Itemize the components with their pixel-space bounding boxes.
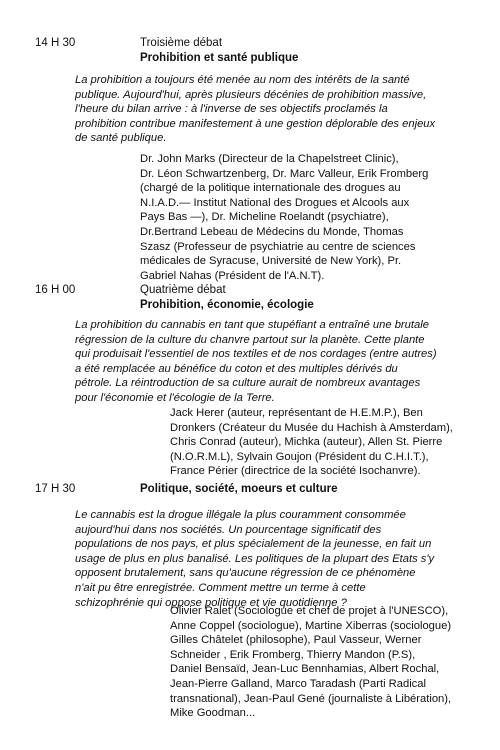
speaker-line: Chris Conrad (auteur), Michka (auteur), Allen St. Pierre — [170, 436, 443, 449]
session-kicker: Troisième débat — [140, 37, 223, 49]
session-header — [140, 482, 470, 497]
speaker-line: médicales de Syracuse, Université de New York), Pr. — [140, 255, 402, 268]
intro-line: l'heure du bilan arrive : à l'inverse de ses objectifs proclamés la — [75, 103, 388, 116]
speaker-line: Dronkers (Créateur du Musée du Hachish à Amsterdam), — [170, 421, 453, 434]
speaker-line: Dr. John Marks (Directeur de la Chapelstreet Clinic), — [140, 153, 399, 165]
intro-line: schizophrénie qui oppose politique et vie quotidienne ? — [75, 596, 347, 609]
speaker-line: (chargé de la politique internationale des drogues au — [140, 182, 401, 195]
session-kicker: Quatrième débat — [140, 284, 226, 296]
intro-line: publique. Aujourd'hui, après plusieurs décénies de prohibition massive, — [75, 88, 427, 101]
session-title: Prohibition et santé publique — [140, 52, 299, 64]
speaker-line: (N.O.R.M.L), Sylvain Goujon (Président du C.H.I.T.), — [170, 450, 429, 463]
intro-line: pour l'économie et l'écologie de la Terre. — [75, 391, 275, 404]
speaker-line: Schneider , Erik Fromberg, Thierry Mandon (P.S), — [170, 648, 416, 661]
speaker-line: Daniel Bensaïd, Jean-Luc Bennhamias, Albert Rochal, — [170, 663, 440, 676]
speaker-line: Mike Goodman... — [170, 707, 256, 720]
session-time: 16 H 00 — [35, 284, 76, 296]
intro-line: pétrole. La réintroduction de sa culture aurait de nombreux avantages — [75, 377, 421, 390]
intro-line: n'ait pu être enregistrée. Comment mettre un terme à cette — [75, 581, 366, 594]
speaker-line: Jack Herer (auteur, représentant de H.E.M.P.), Ben — [170, 407, 423, 419]
intro-line: Le cannabis est la drogue illégale la plus couramment consommée — [75, 509, 406, 521]
intro-line: de santé publique. — [75, 132, 167, 145]
intro-line: qui produisait l'essentiel de nos textiles et de nos cordages (entre autres) — [75, 348, 437, 361]
speaker-line: Anne Coppel (sociologue), Martine Xiberras (sociologue) — [170, 619, 452, 632]
speaker-line: Dr.Bertrand Lebeau de Médecins du Monde, Thomas — [140, 225, 404, 238]
speaker-line: N.I.A.D.— Institut National des Drogues et Alcools aux — [140, 196, 410, 209]
session-speakers — [140, 152, 428, 283]
session-title: Politique, société, moeurs et culture — [140, 483, 338, 495]
speaker-line: transnational), Jean-Paul Gené (journaliste à Libération), — [170, 692, 452, 705]
session-intro — [75, 318, 470, 406]
intro-line: a été remplacée au bénéfice du coton et des multiples dérivés du — [75, 362, 398, 375]
speaker-line: Jean-Pierre Galland, Marco Taradash (Parti Radical — [170, 677, 426, 690]
speaker-line: Szasz (Professeur de psychiatrie au centre de sciences — [140, 240, 416, 253]
speaker-line: France Périer (directrice de la société Isochanvre). — [170, 465, 421, 478]
intro-line: populations de nos pays, et plus spécialement de la jeunesse, en fait un — [75, 538, 432, 551]
intro-line: La prohibition du cannabis en tant que stupéfiant a entraîné une brutale — [75, 319, 429, 331]
intro-line: usage de plus en plus banalisé. Les politiques de la plupart des Etats s'y — [75, 552, 435, 565]
speaker-line: Gabriel Nahas (Président de l'A.N.T). — [140, 269, 325, 282]
session-title: Prohibition, économie, écologie — [140, 299, 314, 311]
session-time: 17 H 30 — [35, 483, 76, 495]
session-intro — [75, 508, 470, 610]
session-intro — [75, 73, 470, 146]
intro-line: La prohibition a toujours été menée au nom des intérêts de la santé — [75, 74, 410, 86]
intro-line: régression de la culture du chanvre partout sur la planète. Cette plante — [75, 333, 425, 346]
intro-line: prohibition contribue manifestement à une gestion déplorable des enjeux — [75, 117, 436, 130]
speaker-line: Gilles Châtelet (philosophe), Paul Vasseur, Werner — [170, 634, 422, 647]
session-header — [140, 283, 470, 313]
session-speakers — [170, 604, 451, 721]
intro-line: aujourd'hui dans nos sociétés. Un pourcentage significatif des — [75, 523, 382, 536]
speaker-line: Pays Bas —), Dr. Micheline Roelandt (psychiatre), — [140, 211, 389, 224]
session-header — [140, 36, 470, 66]
session-speakers — [170, 406, 453, 479]
speaker-line: Dr. Léon Schwartzenberg, Dr. Marc Valleur, Erik Fromberg — [140, 167, 429, 180]
speaker-line: Olivier Ralet (Sociologue et chef de projet à l'UNESCO), — [170, 605, 449, 617]
intro-line: opposent brutalement, sans qu'aucune régression de ce phénomène — [75, 567, 416, 580]
session-time: 14 H 30 — [35, 37, 76, 49]
